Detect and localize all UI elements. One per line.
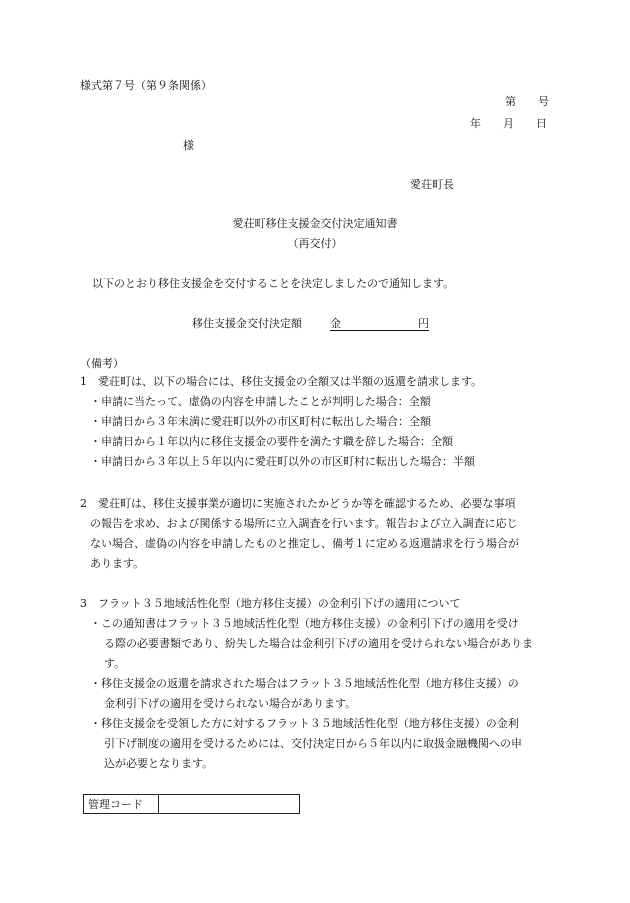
issuer: 愛荘町長 xyxy=(410,178,454,191)
note-2-line: ない場合、虚偽の内容を申請したものと推定し、備考１に定める返還請求を行う場合が xyxy=(90,537,519,550)
note-section-2 xyxy=(80,494,552,574)
intro-text: 以下のとおり移住支援金を交付することを決定しましたので通知します。 xyxy=(92,277,455,290)
form-number: 様式第７号（第９条関係） xyxy=(80,79,212,92)
note-3-bullet-1-cont: る際の必要書類であり、紛失した場合は金利引下げの適用を受けられない場合がありま xyxy=(104,637,533,650)
date-label: 年 月 日 xyxy=(470,117,547,130)
note-3-bullet-2: ・移住支援金の返還を請求された場合はフラット３５地域活性化型（地方移住支援）の xyxy=(90,677,519,690)
management-code-field[interactable] xyxy=(159,795,300,814)
management-code-table xyxy=(83,794,300,814)
document-number-label: 第 号 xyxy=(505,95,549,108)
note-3-bullet-2-cont: 金利引下げの適用を受けられない場合があります。 xyxy=(104,697,357,710)
note-1-item: ・申請に当たって、虚偽の内容を申請したことが判明した場合：全額 xyxy=(90,395,431,408)
note-2-line: 2 愛荘町は、移住支援事業が適切に実施されたかどうか等を確認するため、必要な事項 xyxy=(80,497,516,510)
management-code-label: 管理コード xyxy=(84,795,159,814)
notes-heading: （備考） xyxy=(80,357,124,370)
document-subtitle: （再交付） xyxy=(287,237,343,250)
note-3-title: 3 フラット３５地域活性化型（地方移住支援）の金利引下げの適用について xyxy=(80,597,461,610)
note-1-item: ・申請日から３年未満に愛荘町以外の市区町村に転出した場合：全額 xyxy=(90,415,431,428)
note-3-bullet-1-cont: す。 xyxy=(104,657,126,670)
note-3-bullet-3-cont: 引下げ制度の適用を受けるためには、交付決定日から５年以内に取扱金融機関への申 xyxy=(104,737,522,750)
note-3-bullet-1: ・この通知書はフラット３５地域活性化型（地方移住支援）の金利引下げの適用を受け xyxy=(90,617,519,630)
note-3-bullet-3-cont: 込が必要となります。 xyxy=(104,757,214,770)
note-3-bullet-3: ・移住支援金を受領した方に対するフラット３５地域活性化型（地方移住支援）の金利 xyxy=(90,717,519,730)
note-1-title: 1 愛荘町は、以下の場合には、移住支援金の全額又は半額の返還を請求します。 xyxy=(80,375,483,388)
note-1-item: ・申請日から１年以内に移住支援金の要件を満たす職を辞した場合：全額 xyxy=(90,435,453,448)
note-1-item: ・申請日から３年以上５年以内に愛荘町以外の市区町村に転出した場合：半額 xyxy=(90,455,475,468)
note-2-line: の報告を求め、および関係する場所に立入調査を行います。報告および立入調査に応じ xyxy=(90,517,518,530)
document-title: 愛荘町移住支援金交付決定通知書 xyxy=(232,217,398,230)
amount-value: 金 円 xyxy=(330,317,429,330)
note-2-line: あります。 xyxy=(90,557,145,570)
amount-label: 移住支援金交付決定額 xyxy=(192,317,302,330)
addressee-suffix: 様 xyxy=(183,139,194,152)
note-section-1 xyxy=(80,372,552,472)
note-section-3 xyxy=(80,594,552,774)
